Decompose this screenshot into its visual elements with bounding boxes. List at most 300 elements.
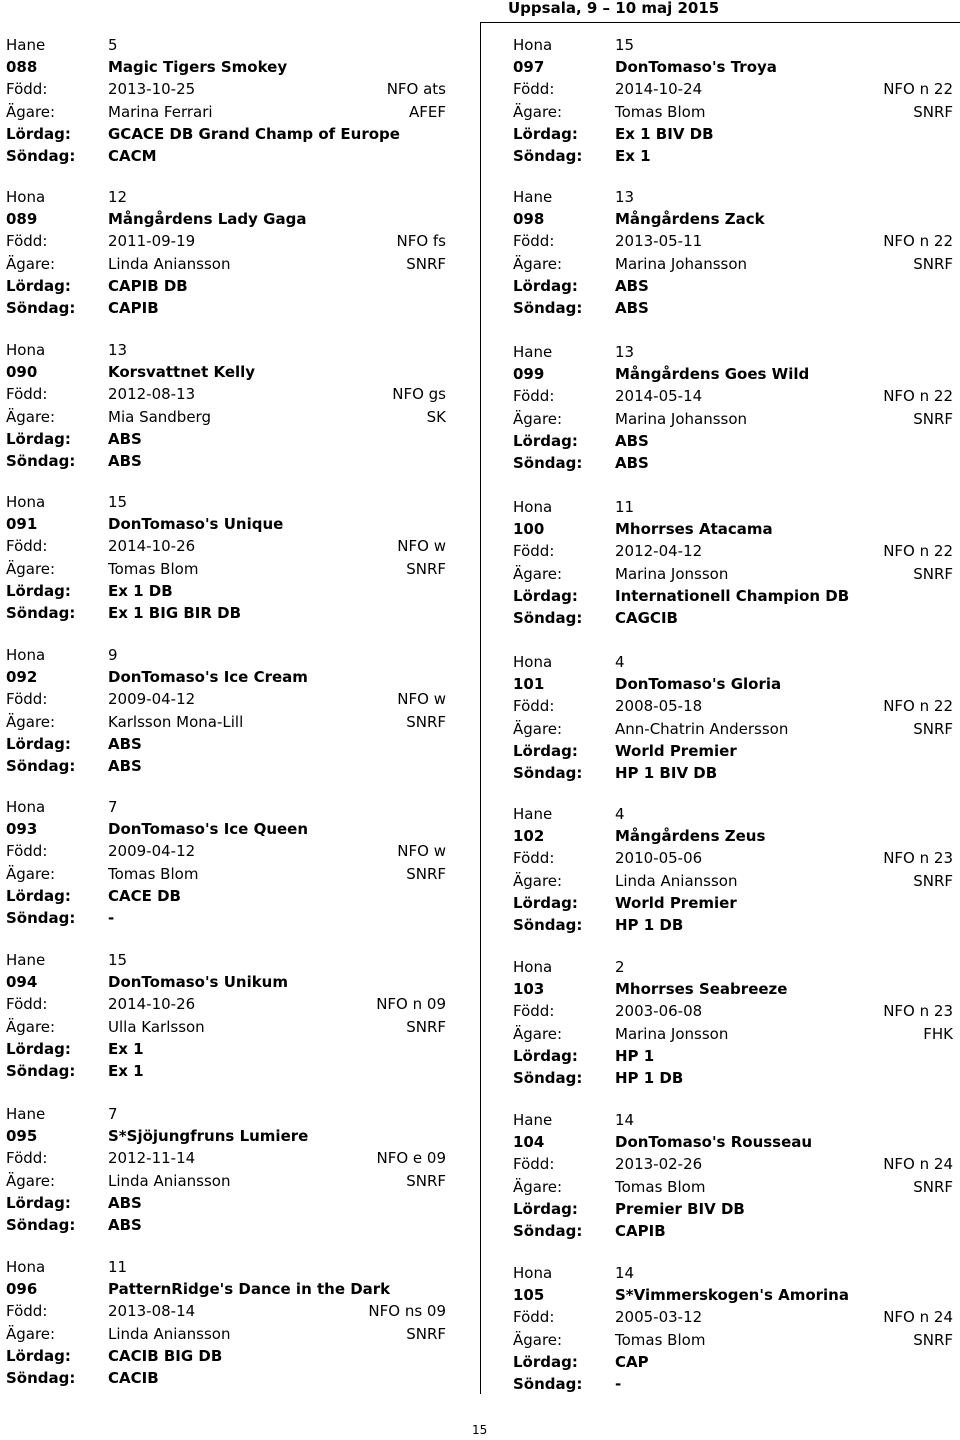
sunday-result: Ex 1 [108,1061,144,1080]
club-name: SNRF [406,1324,446,1343]
born-date: 2009-04-12 [108,842,196,861]
saturday-label: Lördag: [513,586,578,605]
owner-row [513,870,953,892]
born-row [6,993,446,1015]
owner-label: Ägare: [513,871,563,890]
cat-name: DonTomaso's Ice Cream [108,668,308,687]
born-date: 2003-06-08 [615,1002,703,1021]
saturday-result: ABS [615,276,649,295]
class-number: 15 [615,36,635,54]
sex-label: Hona [513,653,553,671]
saturday-result: ABS [108,429,142,448]
owner-name: Marina Johansson [615,409,748,428]
cat-name: DonTomaso's Ice Queen [108,820,309,839]
class-number: 4 [615,805,625,823]
page-number: 15 [472,1423,488,1437]
class-number: 2 [615,958,625,976]
born-date: 2010-05-06 [615,849,703,868]
ems-code: NFO ns 09 [368,1302,446,1321]
born-label: Född: [6,537,48,556]
cat-name: S*Sjöjungfruns Lumiere [108,1127,309,1146]
saturday-row [6,733,446,755]
sunday-label: Söndag: [513,915,583,934]
catalog-entry [513,34,953,167]
sex-row [6,491,446,513]
catalog-number: 101 [513,675,545,694]
born-date: 2008-05-18 [615,697,703,716]
sunday-label: Söndag: [6,908,76,927]
club-name: SNRF [406,1171,446,1190]
owner-name: Tomas Blom [108,864,199,883]
saturday-label: Lördag: [513,1046,578,1065]
sunday-result: CAGCIB [615,608,678,627]
owner-row [6,863,446,885]
born-label: Född: [6,842,48,861]
saturday-row [6,1345,446,1367]
sunday-label: Söndag: [6,603,76,622]
sex-row [513,1109,953,1131]
sex-row [6,339,446,361]
owner-label: Ägare: [513,564,563,583]
club-name: FHK [923,1024,953,1043]
club-name: SNRF [913,409,953,428]
sex-row [6,1103,446,1125]
sex-label: Hona [6,646,46,664]
sunday-row [513,1373,953,1395]
saturday-row [513,430,953,452]
cat-name: Magic Tigers Smokey [108,58,288,77]
club-name: SK [426,407,446,426]
catalog-entry [513,1109,953,1242]
born-label: Född: [513,80,555,99]
catalog-entry [513,956,953,1089]
saturday-row [513,892,953,914]
born-row [513,385,953,407]
name-row [6,1125,446,1147]
born-row [513,1306,953,1328]
born-date: 2012-04-12 [615,542,703,561]
born-label: Född: [513,1002,555,1021]
sunday-row [6,1060,446,1082]
sunday-label: Söndag: [513,1221,583,1240]
sunday-label: Söndag: [513,1374,583,1393]
sex-label: Hona [513,958,553,976]
sex-row [513,1262,953,1284]
born-row [6,535,446,557]
event-title: Uppsala, 9 – 10 maj 2015 [508,0,720,17]
saturday-result: CAP [615,1352,649,1371]
born-row [6,688,446,710]
saturday-label: Lördag: [513,1199,578,1218]
club-name: SNRF [913,254,953,273]
saturday-label: Lördag: [6,1193,71,1212]
class-number: 4 [615,653,625,671]
saturday-result: ABS [615,431,649,450]
sex-label: Hona [6,188,46,206]
catalog-number: 092 [6,668,38,687]
ems-code: NFO n 23 [883,849,953,868]
catalog-number: 098 [513,210,545,229]
sex-row [513,186,953,208]
sunday-row [513,145,953,167]
owner-name: Marina Jonsson [615,1024,729,1043]
ems-code: NFO n 22 [883,80,953,99]
owner-label: Ägare: [6,102,56,121]
sunday-result: CACIB [108,1368,159,1387]
catalog-number: 089 [6,210,38,229]
saturday-label: Lördag: [513,741,578,760]
sunday-row [6,1367,446,1389]
sex-row [6,796,446,818]
sex-row [513,956,953,978]
catalog-entry [513,803,953,936]
saturday-row [6,123,446,145]
catalog-number: 088 [6,58,38,77]
owner-name: Marina Johansson [615,254,748,273]
born-date: 2013-10-25 [108,80,196,99]
born-label: Född: [513,387,555,406]
sunday-row [513,914,953,936]
saturday-row [6,885,446,907]
ems-code: NFO n 23 [883,1002,953,1021]
catalog-number: 091 [6,515,38,534]
owner-name: Tomas Blom [108,559,199,578]
ems-code: NFO gs [392,385,446,404]
sex-label: Hona [6,1258,46,1276]
born-label: Född: [513,232,555,251]
ems-code: NFO n 22 [883,387,953,406]
owner-row [6,101,446,123]
catalog-entry [6,644,446,777]
owner-name: Marina Ferrari [108,102,213,121]
ems-code: NFO n 09 [376,995,446,1014]
saturday-result: Ex 1 BIV DB [615,124,714,143]
sunday-label: Söndag: [513,298,583,317]
born-date: 2014-10-26 [108,995,196,1014]
saturday-label: Lördag: [6,886,71,905]
owner-row [513,1176,953,1198]
catalog-entry [6,186,446,319]
sex-label: Hane [513,188,553,206]
owner-row [6,406,446,428]
sunday-result: ABS [615,298,649,317]
catalog-entry [6,491,446,624]
sex-row [6,186,446,208]
club-name: SNRF [913,871,953,890]
sunday-label: Söndag: [6,1215,76,1234]
sunday-label: Söndag: [6,298,76,317]
catalog-entry [513,1262,953,1395]
born-label: Född: [513,697,555,716]
sunday-result: HP 1 DB [615,1068,684,1087]
class-number: 15 [108,951,128,969]
club-name: SNRF [406,1017,446,1036]
catalog-number: 104 [513,1133,545,1152]
sunday-row [513,297,953,319]
cat-name: DonTomaso's Gloria [615,675,782,694]
saturday-row [513,1198,953,1220]
cat-name: DonTomaso's Troya [615,58,777,77]
born-row [6,383,446,405]
born-date: 2009-04-12 [108,690,196,709]
cat-name: Mhorrses Seabreeze [615,980,788,999]
saturday-result: CACE DB [108,886,181,905]
sunday-result: ABS [108,1215,142,1234]
name-row [6,56,446,78]
sunday-row [513,1220,953,1242]
born-label: Född: [513,1308,555,1327]
catalog-number: 102 [513,827,545,846]
ems-code: NFO ats [386,80,446,99]
sunday-label: Söndag: [513,146,583,165]
club-name: SNRF [406,712,446,731]
sunday-result: HP 1 DB [615,915,684,934]
club-name: SNRF [913,719,953,738]
catalog-entry [513,651,953,784]
sex-row [6,34,446,56]
owner-name: Linda Aniansson [108,254,231,273]
page-header [480,0,960,23]
class-number: 7 [108,798,118,816]
sunday-result: - [108,908,115,927]
class-number: 13 [108,341,128,359]
cat-name: S*Vimmerskogen's Amorina [615,1286,849,1305]
sunday-row [513,762,953,784]
sex-label: Hona [513,498,553,516]
catalog-number: 097 [513,58,545,77]
born-row [6,840,446,862]
name-row [6,666,446,688]
sunday-row [6,450,446,472]
ems-code: NFO w [397,842,446,861]
born-label: Född: [6,1302,48,1321]
owner-name: Linda Aniansson [108,1324,231,1343]
ems-code: NFO n 22 [883,232,953,251]
sunday-label: Söndag: [513,608,583,627]
sunday-row [6,907,446,929]
saturday-label: Lördag: [6,276,71,295]
cat-name: PatternRidge's Dance in the Dark [108,1280,391,1299]
sunday-result: CAPIB [108,298,159,317]
owner-label: Ägare: [513,102,563,121]
sunday-label: Söndag: [6,146,76,165]
born-row [6,78,446,100]
cat-name: Mhorrses Atacama [615,520,773,539]
cat-name: Mångårdens Lady Gaga [108,210,307,229]
catalog-entry [6,1256,446,1389]
club-name: SNRF [406,254,446,273]
born-label: Född: [6,80,48,99]
sex-label: Hane [513,805,553,823]
name-row [513,363,953,385]
born-label: Född: [6,385,48,404]
born-row [6,1300,446,1322]
ems-code: NFO e 09 [376,1149,446,1168]
sex-label: Hane [513,1111,553,1129]
sex-row [6,1256,446,1278]
born-row [513,540,953,562]
owner-row [513,253,953,275]
club-name: SNRF [406,559,446,578]
sunday-row [513,1067,953,1089]
name-row [513,518,953,540]
born-row [513,847,953,869]
sex-label: Hane [513,343,553,361]
born-row [6,1147,446,1169]
catalog-number: 105 [513,1286,545,1305]
name-row [513,208,953,230]
club-name: AFEF [409,102,446,121]
cat-name: DonTomaso's Unique [108,515,284,534]
catalog-entry [6,949,446,1082]
name-row [513,1131,953,1153]
sunday-label: Söndag: [513,763,583,782]
catalog-entry [6,1103,446,1236]
saturday-label: Lördag: [6,429,71,448]
saturday-label: Lördag: [6,1039,71,1058]
owner-row [513,408,953,430]
sunday-row [6,1214,446,1236]
name-row [513,56,953,78]
born-row [513,1000,953,1022]
club-name: SNRF [913,1330,953,1349]
saturday-row [513,1045,953,1067]
name-row [6,208,446,230]
name-row [6,1278,446,1300]
sex-label: Hona [6,798,46,816]
club-name: SNRF [913,564,953,583]
ems-code: NFO n 24 [883,1308,953,1327]
saturday-result: CACIB BIG DB [108,1346,223,1365]
catalog-entry [513,341,953,474]
born-date: 2014-10-24 [615,80,703,99]
sex-row [6,644,446,666]
saturday-row [6,580,446,602]
born-label: Född: [513,542,555,561]
sunday-label: Söndag: [6,1061,76,1080]
club-name: SNRF [913,102,953,121]
owner-label: Ägare: [6,712,56,731]
saturday-row [6,1192,446,1214]
sex-row [6,949,446,971]
owner-label: Ägare: [513,1177,563,1196]
ems-code: NFO w [397,537,446,556]
born-date: 2012-08-13 [108,385,196,404]
class-number: 14 [615,1111,635,1129]
cat-name: Mångårdens Goes Wild [615,365,810,384]
name-row [513,673,953,695]
saturday-label: Lördag: [6,1346,71,1365]
sunday-label: Söndag: [513,1068,583,1087]
owner-label: Ägare: [513,409,563,428]
cat-name: Mångårdens Zeus [615,827,766,846]
owner-name: Tomas Blom [615,102,706,121]
owner-label: Ägare: [6,1171,56,1190]
owner-row [6,558,446,580]
owner-name: Marina Jonsson [615,564,729,583]
ems-code: NFO n 22 [883,542,953,561]
owner-row [513,563,953,585]
owner-row [6,1170,446,1192]
sex-label: Hane [6,36,46,54]
born-label: Född: [6,1149,48,1168]
born-date: 2005-03-12 [615,1308,703,1327]
saturday-label: Lördag: [6,734,71,753]
sunday-result: ABS [615,453,649,472]
sex-label: Hona [513,1264,553,1282]
owner-label: Ägare: [513,254,563,273]
sunday-result: CAPIB [615,1221,666,1240]
born-date: 2013-08-14 [108,1302,196,1321]
catalog-number: 103 [513,980,545,999]
owner-label: Ägare: [513,719,563,738]
sunday-result: ABS [108,451,142,470]
born-row [513,695,953,717]
born-row [513,230,953,252]
cat-name: Mångårdens Zack [615,210,765,229]
catalog-number: 090 [6,363,38,382]
sunday-result: - [615,1374,622,1393]
name-row [513,825,953,847]
owner-name: Karlsson Mona-Lill [108,712,244,731]
saturday-row [513,275,953,297]
saturday-label: Lördag: [513,893,578,912]
catalog-entry [6,34,446,167]
catalog-number: 093 [6,820,38,839]
sunday-result: HP 1 BIV DB [615,763,718,782]
catalog-number: 095 [6,1127,38,1146]
cat-name: DonTomaso's Rousseau [615,1133,813,1152]
owner-row [513,1329,953,1351]
owner-row [513,1023,953,1045]
saturday-result: Premier BIV DB [615,1199,745,1218]
owner-row [6,253,446,275]
sunday-row [6,145,446,167]
saturday-label: Lördag: [513,1352,578,1371]
ems-code: NFO n 24 [883,1155,953,1174]
sex-label: Hona [513,36,553,54]
class-number: 13 [615,343,635,361]
catalog-entry [513,496,953,629]
owner-label: Ägare: [513,1330,563,1349]
sunday-row [6,297,446,319]
sunday-row [6,602,446,624]
name-row [6,818,446,840]
owner-label: Ägare: [6,1324,56,1343]
saturday-result: HP 1 [615,1046,655,1065]
catalog-entry [6,339,446,472]
sex-row [513,803,953,825]
class-number: 15 [108,493,128,511]
class-number: 9 [108,646,118,664]
saturday-row [6,1038,446,1060]
sex-label: Hane [6,1105,46,1123]
class-number: 13 [615,188,635,206]
born-label: Född: [6,995,48,1014]
ems-code: NFO n 22 [883,697,953,716]
owner-name: Tomas Blom [615,1177,706,1196]
sunday-result: CACM [108,146,157,165]
saturday-result: Ex 1 DB [108,581,173,600]
sunday-label: Söndag: [6,1368,76,1387]
sunday-result: Ex 1 [615,146,651,165]
saturday-row [513,123,953,145]
sunday-result: ABS [108,756,142,775]
cat-name: Korsvattnet Kelly [108,363,256,382]
saturday-result: ABS [108,1193,142,1212]
saturday-row [513,585,953,607]
saturday-result: GCACE DB Grand Champ of Europe [108,124,400,143]
